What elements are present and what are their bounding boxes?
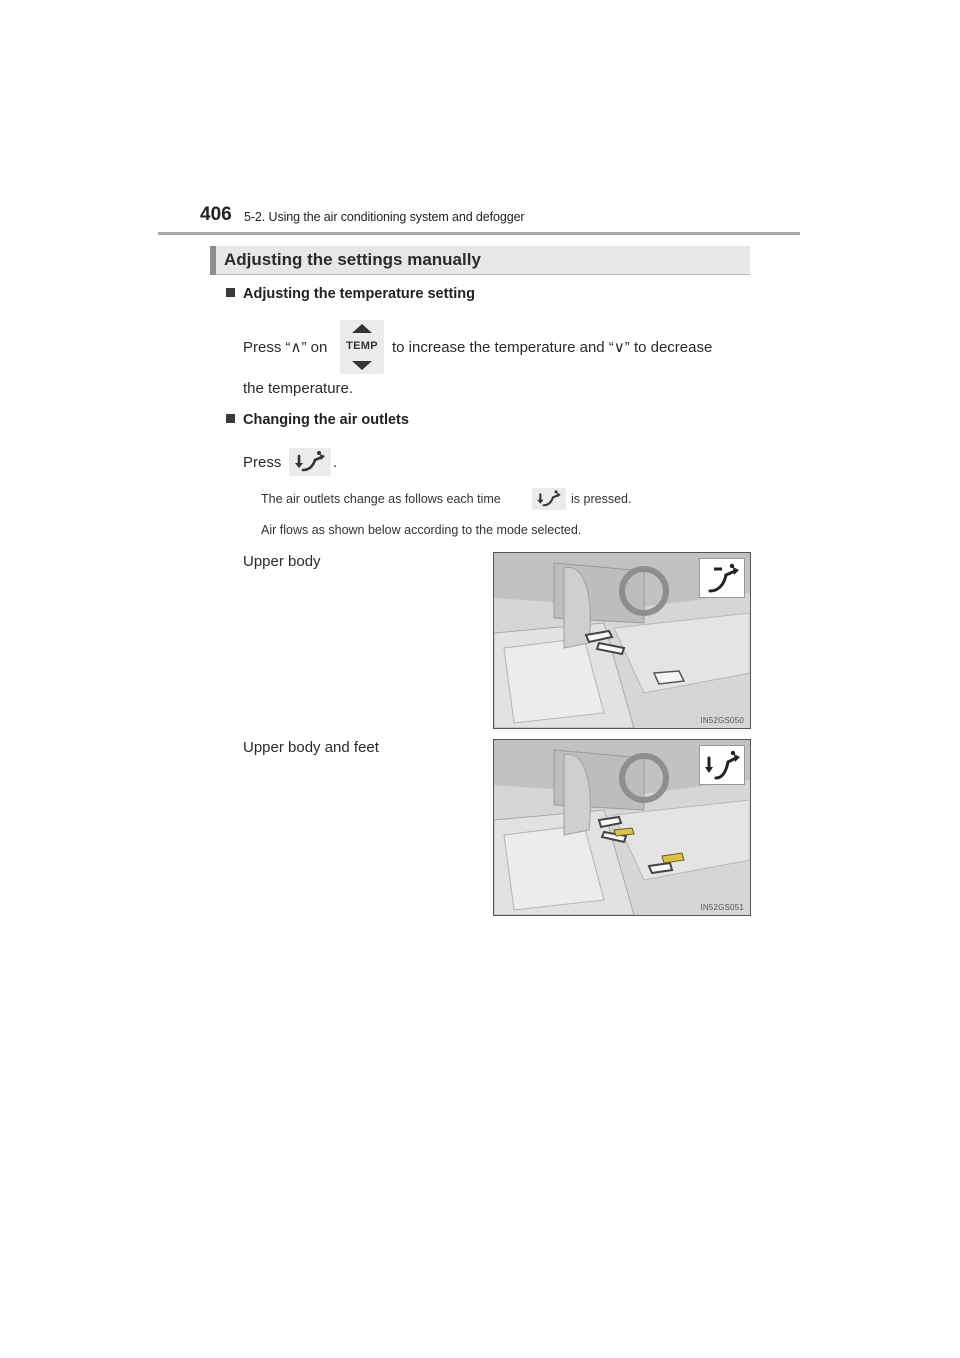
airflow-mode-icon [289, 448, 331, 476]
header-rule [158, 232, 800, 235]
temperature-heading-text: Adjusting the temperature setting [243, 286, 476, 302]
page-number: 406 [200, 204, 232, 225]
upper-body-airflow-figure [493, 552, 751, 729]
airflow-mode-small-icon [532, 488, 566, 510]
figure-code: IN52GS051 [700, 903, 744, 912]
chapter-title: 5-2. Using the air conditioning system and defogger [244, 210, 525, 224]
outlets-press-period: . [333, 454, 338, 471]
section-accent [210, 246, 216, 275]
temperature-instruction-part2 [392, 338, 712, 356]
upper-body-airflow-icon [699, 558, 745, 598]
outlets-press-text: Press [243, 454, 282, 471]
airflow-mode-button-icon [289, 448, 331, 476]
outlets-note2: Air flows as shown below according to the mode selected. [261, 523, 582, 537]
temp-button-label: TEMP [346, 340, 378, 352]
outlets-heading-text: Changing the air outlets [243, 412, 409, 428]
temperature-instruction-line2: the temperature. [243, 380, 354, 397]
section-title: Adjusting the settings manually [224, 250, 481, 269]
press-text: Press “ [243, 339, 291, 356]
upper-body-and-feet-airflow-icon [699, 745, 745, 785]
temp-button-icon [340, 320, 384, 374]
upper-body-and-feet-airflow-figure [493, 739, 751, 916]
up-symbol: ∧ [290, 339, 302, 356]
outlets-note1-after: is pressed. [571, 492, 632, 506]
figure-code: IN52GS050 [700, 716, 744, 725]
airflow-mode-icon [532, 488, 566, 510]
on-text: ” on [301, 339, 328, 356]
temperature-instruction-part1 [243, 338, 327, 356]
mode-label-upper-body: Upper body [243, 553, 321, 570]
down-symbol: ∨ [613, 339, 625, 356]
decrease-text: ” to decrease [624, 339, 713, 356]
outlets-heading [226, 412, 409, 428]
temperature-heading [226, 286, 475, 302]
increase-text: to increase the temperature and “ [392, 339, 614, 356]
mode-label-upper-body-and-feet: Upper body and feet [243, 739, 379, 756]
square-bullet-icon [226, 288, 235, 297]
square-bullet-icon [226, 414, 235, 423]
outlets-note1-before: The air outlets change as follows each time [261, 492, 501, 506]
